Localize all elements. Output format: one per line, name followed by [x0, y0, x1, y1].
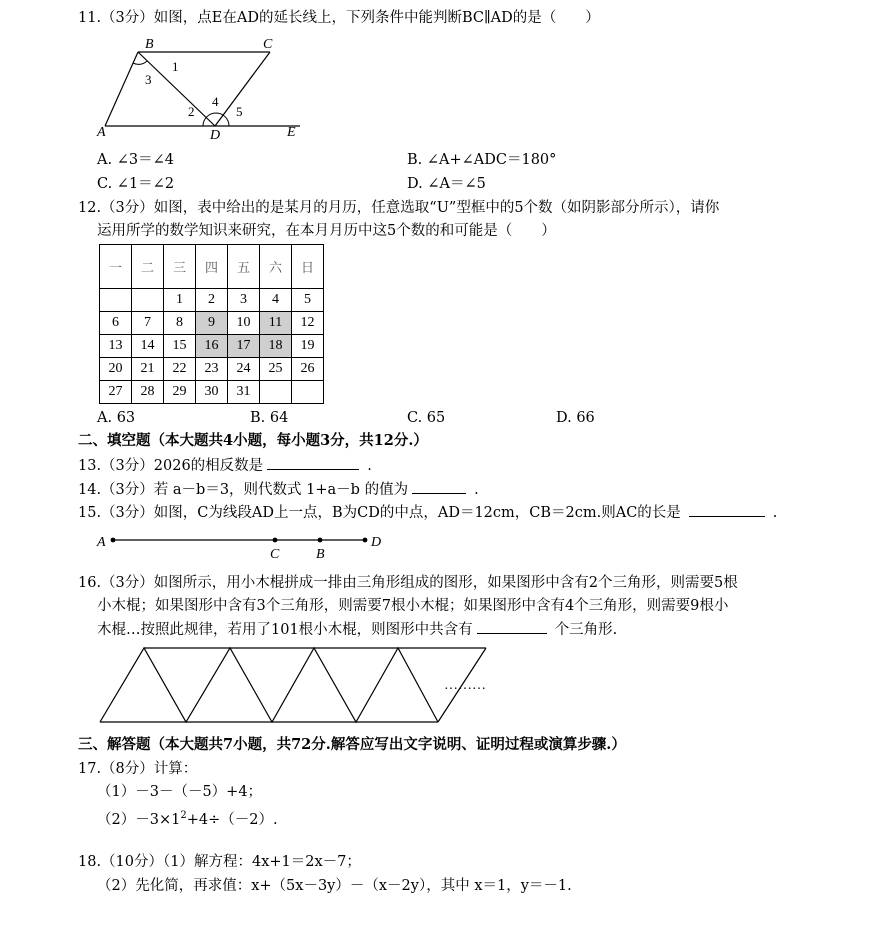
calendar-cell: 15 — [164, 335, 196, 358]
label-angle-1: 1 — [172, 59, 179, 74]
q16-answer-blank[interactable] — [477, 619, 547, 634]
q17-stem: 17.（8分）计算： — [78, 761, 198, 777]
calendar-cell-shaded: 11 — [260, 312, 292, 335]
label-angle-3: 3 — [145, 72, 152, 87]
zigzag-sticks — [100, 648, 438, 722]
q16-line3 — [97, 619, 617, 640]
label-a: A — [97, 535, 106, 550]
q17-part1: （1）－3－（－5）+4； — [97, 784, 263, 800]
calendar-cell-shaded: 18 — [260, 335, 292, 358]
label-c: C — [263, 37, 273, 52]
section-3-heading: 三、解答题（本大题共7小题，共72分.解答应写出文字说明、证明过程或演算步骤.） — [78, 736, 626, 753]
q13-end: . — [367, 458, 372, 474]
q16-line3-text: 木棍…按照此规律，若用了101根小木棍，则图形中共含有 — [97, 622, 473, 638]
calendar-cell — [260, 381, 292, 404]
point-b — [318, 538, 323, 543]
label-a: A — [97, 125, 106, 140]
q12-option-c: C. 65 — [407, 410, 446, 426]
q13-answer-blank[interactable] — [267, 455, 359, 470]
calendar-cell: 22 — [164, 358, 196, 381]
q11-option-c: C. ∠1＝∠2 — [97, 176, 175, 192]
calendar-header: 三 — [164, 245, 196, 289]
calendar-cell: 8 — [164, 312, 196, 335]
calendar-cell: 5 — [292, 289, 324, 312]
calendar-header: 二 — [132, 245, 164, 289]
calendar-cell: 26 — [292, 358, 324, 381]
calendar-header: 一 — [100, 245, 132, 289]
calendar-cell-shaded: 17 — [228, 335, 260, 358]
calendar-cell: 1 — [164, 289, 196, 312]
q17-part2-b: +4÷（－2）. — [186, 811, 278, 828]
q17-part2-a: （2）－3×1 — [97, 811, 181, 828]
q15-text: 15.（3分）如图，C为线段AD上一点，B为CD的中点，AD＝12cm，CB＝2cm.则AC的长是 — [78, 505, 681, 521]
continuation-dots: ……… — [444, 678, 486, 693]
q15-end: . — [772, 505, 778, 521]
calendar-table — [99, 244, 324, 404]
q17-part2-exponent: 2 — [180, 810, 187, 821]
q12-option-a: A. 63 — [97, 410, 136, 426]
calendar-cell — [292, 381, 324, 404]
point-a — [111, 538, 116, 543]
q15 — [78, 502, 777, 523]
label-b: B — [316, 547, 325, 562]
q15-segment-figure — [95, 528, 395, 562]
calendar-cell: 29 — [164, 381, 196, 404]
calendar-cell — [132, 289, 164, 312]
point-d — [363, 538, 368, 543]
q14-end: . — [474, 482, 479, 498]
q11-option-b: B. ∠A+∠ADC＝180° — [407, 152, 557, 168]
q16-triangles-figure — [96, 645, 496, 727]
q14-text: 14.（3分）若 a－b＝3，则代数式 1+a－b 的值为 — [78, 482, 409, 498]
label-e: E — [287, 125, 296, 140]
calendar-cell: 25 — [260, 358, 292, 381]
q16-line3-end: 个三角形. — [554, 622, 618, 638]
calendar-header: 日 — [292, 245, 324, 289]
q18-line2: （2）先化简，再求值：x+（5x－3y）－（x－2y），其中 x＝1，y＝－1. — [97, 878, 572, 894]
calendar-cell: 4 — [260, 289, 292, 312]
calendar-cell-shaded: 9 — [196, 312, 228, 335]
q12-option-b: B. 64 — [250, 410, 289, 426]
q16-line2: 小木棍；如果图形中含有3个三角形，则需要7根小木棍；如果图形中含有4个三角形，则需要9根小 — [97, 598, 729, 614]
q12-stem-line2: 运用所学的数学知识来研究，在本月月历中这5个数的和可能是（ ） — [97, 223, 556, 239]
calendar-cell: 21 — [132, 358, 164, 381]
label-b: B — [145, 37, 154, 52]
calendar-cell: 31 — [228, 381, 260, 404]
q13-text: 13.（3分）2026的相反数是 — [78, 458, 264, 474]
q17-part2 — [97, 806, 278, 830]
q14-answer-blank[interactable] — [412, 479, 466, 494]
label-d: D — [371, 535, 382, 550]
q18-line1: 18.（10分）（1）解方程：4x+1＝2x－7； — [78, 854, 361, 870]
calendar-cell: 14 — [132, 335, 164, 358]
q16-line1: 16.（3分）如图所示，用小木棍拼成一排由三角形组成的图形，如果图形中含有2个三角形，则需要5根 — [78, 575, 738, 591]
calendar-header: 五 — [228, 245, 260, 289]
calendar-cell-shaded: 16 — [196, 335, 228, 358]
q12-stem-line1: 12.（3分）如图，表中给出的是某月的月历，任意选取“U”型框中的5个数（如阴影部分所示），请你 — [78, 200, 720, 216]
calendar-cell: 23 — [196, 358, 228, 381]
calendar-cell: 28 — [132, 381, 164, 404]
calendar-cell: 10 — [228, 312, 260, 335]
q14 — [78, 479, 479, 500]
q13 — [78, 455, 372, 476]
angle-arc-b — [133, 61, 147, 64]
calendar-cell: 3 — [228, 289, 260, 312]
calendar-cell: 12 — [292, 312, 324, 335]
label-c: C — [270, 547, 280, 562]
label-angle-5: 5 — [236, 104, 243, 119]
calendar-cell — [100, 289, 132, 312]
q11-stem: 11.（3分）如图，点E在AD的延长线上，下列条件中能判断BC∥AD的是（ ） — [78, 10, 600, 26]
label-d: D — [210, 128, 221, 143]
calendar-cell: 20 — [100, 358, 132, 381]
calendar-cell: 6 — [100, 312, 132, 335]
label-angle-4: 4 — [212, 94, 219, 109]
calendar-cell: 13 — [100, 335, 132, 358]
calendar-header: 六 — [260, 245, 292, 289]
calendar-cell: 7 — [132, 312, 164, 335]
calendar-cell: 27 — [100, 381, 132, 404]
q11-figure — [95, 36, 310, 144]
section-2-heading: 二、填空题（本大题共4小题，每小题3分，共12分.） — [78, 432, 428, 449]
calendar-cell: 24 — [228, 358, 260, 381]
calendar-cell: 30 — [196, 381, 228, 404]
calendar-cell: 19 — [292, 335, 324, 358]
q15-answer-blank[interactable] — [689, 502, 765, 517]
point-c — [273, 538, 278, 543]
q11-option-d: D. ∠A＝∠5 — [407, 176, 486, 192]
calendar-cell: 2 — [196, 289, 228, 312]
calendar-header: 四 — [196, 245, 228, 289]
q11-option-a: A. ∠3＝∠4 — [97, 152, 174, 168]
q12-option-d: D. 66 — [556, 410, 595, 426]
label-angle-2: 2 — [188, 104, 195, 119]
